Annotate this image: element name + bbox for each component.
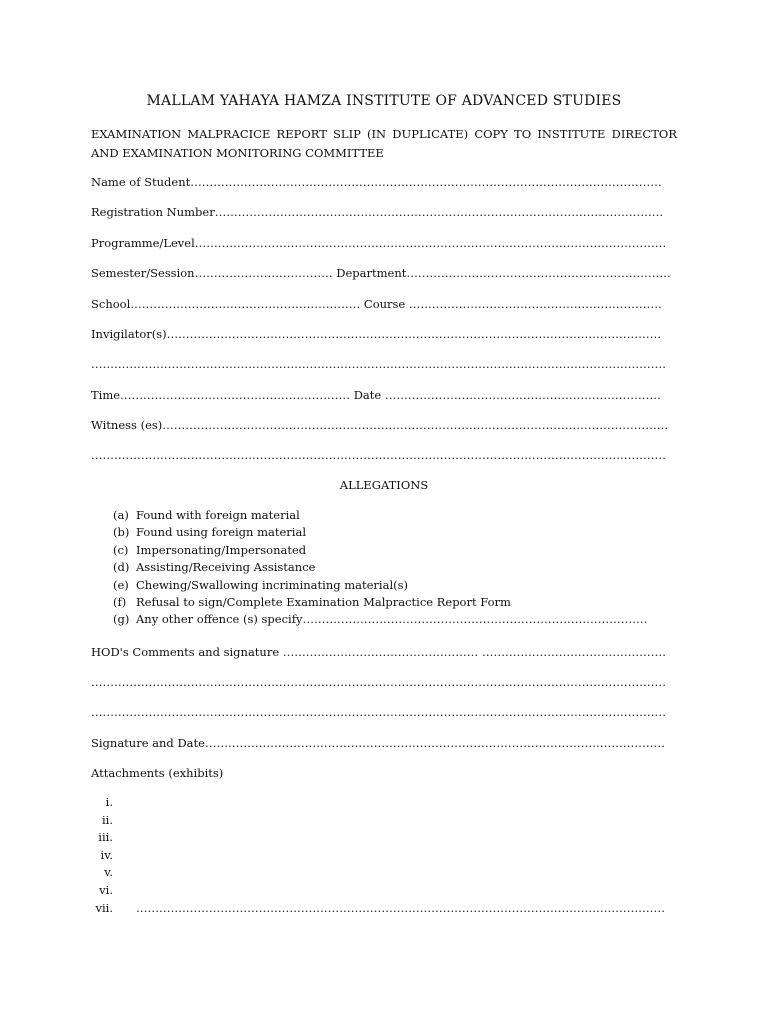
attachment-number: iii. — [98, 830, 113, 845]
attachment-item[interactable] — [91, 829, 665, 847]
allegation-text[interactable]: Any other offence (s) specify……………………………………………………………………………… — [136, 612, 648, 627]
time-date-field[interactable]: Time…………………………………………………… Date ……………………………………………………………… — [91, 388, 661, 402]
hod-comments-field[interactable]: HOD's Comments and signature …………………………………………… ………………………………………… — [91, 645, 666, 659]
attachment-number: iv. — [100, 847, 113, 862]
allegation-text: Impersonating/Impersonated — [136, 542, 307, 557]
allegation-text: Found using foreign material — [136, 525, 306, 540]
allegation-item — [113, 577, 647, 594]
attachment-number: vi. — [99, 882, 113, 897]
allegation-marker: (b) — [113, 525, 130, 540]
allegation-marker: (a) — [113, 508, 129, 522]
attachment-item[interactable] — [91, 864, 665, 882]
institute-title: MALLAM YAHAYA HAMZA INSTITUTE OF ADVANCED STUDIES — [146, 93, 622, 109]
allegation-marker: (c) — [113, 542, 129, 557]
hod-comments-line-2[interactable]: …………………………………………………………………………………………………………………………………… — [91, 705, 666, 719]
allegation-text: Chewing/Swallowing incriminating material(s) — [136, 577, 409, 592]
semester-department-field[interactable]: Semester/Session……………………………… Department…………………………………………………………… — [91, 266, 671, 280]
attachment-number: vii. — [95, 900, 113, 915]
school-course-field[interactable]: School…………………………………………………… Course ………………………………………………………… — [91, 297, 662, 311]
attachments-list — [91, 794, 665, 917]
allegation-item — [113, 524, 647, 541]
allegation-item — [113, 542, 647, 559]
allegation-text: Assisting/Receiving Assistance — [136, 560, 316, 575]
attachments-heading: Attachments (exhibits) — [91, 766, 224, 780]
attachment-item[interactable] — [91, 794, 665, 812]
attachment-item[interactable] — [91, 812, 665, 830]
witness-field[interactable]: Witness (es)…………………………………………………………………………………………………………………… — [91, 418, 669, 432]
attachment-number: ii. — [101, 812, 113, 827]
allegation-item — [113, 559, 647, 576]
allegation-item — [113, 594, 647, 611]
signature-date-field[interactable]: Signature and Date………………………………………………………………………………………………………… — [91, 736, 665, 750]
allegation-marker: (d) — [113, 560, 130, 575]
invigilators-field[interactable]: Invigilator(s)………………………………………………………………………………………………………………… — [91, 327, 662, 341]
name-of-student-field[interactable]: Name of Student…………………………………………………………………………………………………………… — [91, 175, 662, 189]
allegation-text: Found with foreign material — [136, 508, 300, 522]
allegation-marker: (f) — [113, 594, 127, 609]
allegation-text: Refusal to sign/Complete Examination Malpractice Report Form — [136, 594, 511, 609]
allegation-marker: (g) — [113, 612, 130, 627]
attachment-item[interactable] — [91, 882, 665, 900]
attachment-item[interactable] — [91, 847, 665, 865]
form-subtitle: EXAMINATION MALPRACICE REPORT SLIP (IN DUPLICATE) COPY TO INSTITUTE DIRECTOR AND EXAMINATION MONITORING COMMITTEE — [91, 127, 677, 160]
allegation-item — [113, 507, 647, 524]
attachment-number: v. — [104, 865, 113, 880]
attachment-line[interactable]: ………………………………………………………………………………………………………………………… — [136, 900, 665, 915]
allegations-heading: ALLEGATIONS — [339, 478, 429, 492]
attachment-item[interactable] — [91, 900, 665, 918]
attachment-number: i. — [105, 795, 113, 809]
hod-comments-line-1[interactable]: …………………………………………………………………………………………………………………………………… — [91, 675, 666, 689]
allegations-list — [113, 507, 647, 629]
registration-number-field[interactable]: Registration Number……………………………………………………………………………………………………… — [91, 205, 664, 219]
allegation-marker: (e) — [113, 577, 129, 592]
invigilators-continuation-line[interactable]: …………………………………………………………………………………………………………………………………… — [91, 357, 666, 371]
programme-level-field[interactable]: Programme/Level…………………………………………………………………………………………………………… — [91, 236, 667, 250]
allegation-item[interactable] — [113, 611, 647, 628]
witness-continuation-line[interactable]: …………………………………………………………………………………………………………………………………… — [91, 448, 666, 462]
